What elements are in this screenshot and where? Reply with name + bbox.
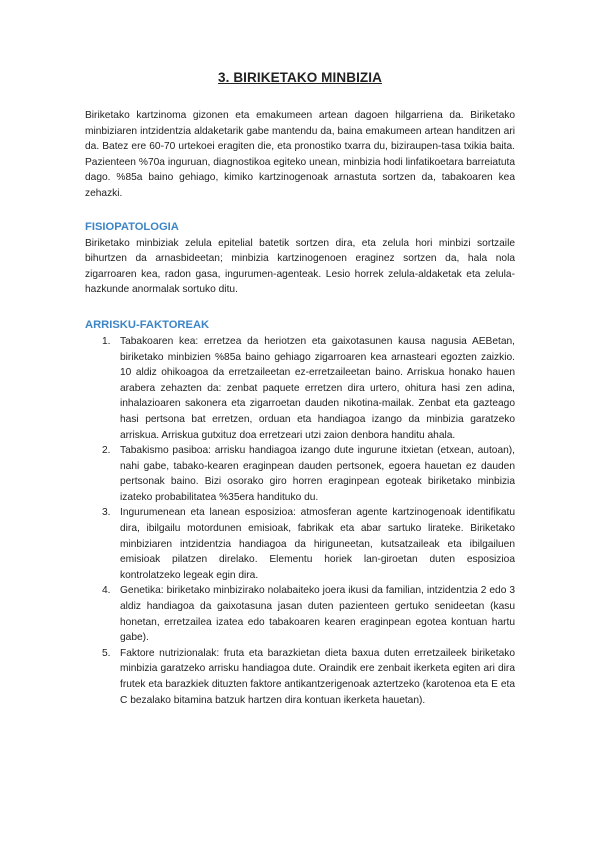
intro-paragraph: Biriketako kartzinoma gizonen eta emakumeen artean dagoen hilgarriena da. Biriketako minbiziaren intzidentzia aldaketarik gabe mantendu da, baina emakumeen artean handitzen ari da. Batez ere 60-70 urtekoei eragiten die, eta pronostiko txarra du, biziraupen-tasa txikia baita. Pazienteen %70a inguruan, diagnostikoa egiteko unean, minbizia hodi linfatikoetara barreiatuta dago. %85a baino gehiago, kimiko kartzinogenoak arnastuta sortzen da, tabakoaren kea zehazki. (85, 110, 515, 199)
list-item-number: 3. (102, 507, 111, 519)
list-item-number: 4. (102, 585, 111, 597)
list-item (85, 646, 515, 708)
list-item-number: 5. (102, 647, 111, 659)
fisiopatologia-paragraph: Biriketako minbiziak zelula epitelial batetik sortzen dira, eta zelula hori minbizi sortzaile bihurtzen da arnasbideetan; minbizia kartzinogenoen eraginez sortzen da, hala nola zigarroaren kea, radon gasa, ingurumen-agenteak. Lesio horrek zelula-aldaketak eta zelula-hazkunde anormalak sortuko ditu. (85, 237, 515, 296)
list-item-number: 1. (102, 335, 111, 347)
section-heading-fisiopatologia: FISIOPATOLOGIA (85, 220, 179, 233)
list-item-text: Tabakoaren kea: erretzea da heriotzen eta gaixotasunen kausa nagusia AEBetan, biriketako minbizien %85a baino gehiago zigarroaren kea arnasteari egozten zaizkio. 10 aldiz ohikoagoa da erretzaileetan ez-erretzaileetan baino. Arriskua honako hauen arabera zehazten da: zenbat paquete erretzen dira urtero, ohitura hasi zen adina, inhalazioaren sakonera eta zigarroetan dauden nikotina-mailak. Zenbat eta gazteago hasi pertsona bat erretzen, orduan eta handiagoa izango da minbizia garatzeko arriskua. Arriskua gutxituz doa erretzeari utzi zaion denbora handitu ahala. (120, 335, 515, 441)
list-item-text: Ingurumenean eta lanean esposizioa: atmosferan agente kartzinogenoak identifikatu dira, ibilgailu motordunen emisioak, fabrikak eta abar sartuko lirateke. Biriketako minbiziaren intzidentzia handiagoa da hiriguneetan, kutsatzaileak eta ibilgailuen emisioak pilatzen direlako. Elementu horiek lan-giroetan duten esposizioa kontrolatzeko legeak egin dira. (120, 507, 515, 581)
list-item (85, 583, 515, 645)
document-page (85, 70, 515, 708)
document-title: 3. BIRIKETAKO MINBIZIA (218, 70, 382, 85)
list-item-text: Tabakismo pasiboa: arrisku handiagoa izango dute ingurune itxietan (etxean, autoan), nahi gabe, tabako-kearen eraginpean dauden pertsonek, egoera hauetan ez dauden pertsonak baino. Bizi osorako giro horren eraginpean egoteak biriketako minbizia izateko probabilitatea %35era handituko du. (120, 445, 515, 503)
list-item-text: Faktore nutrizionalak: fruta eta barazkietan dieta baxua duten erretzaileek biriketako minbizia garatzeko arrisku handiagoa dute. Oraindik ere zenbait ikerketa egiten ari dira frutek eta barazkiek dituzten faktore antikantzerigenoak aztertzeko (karotenoa eta E eta C bezalako bitamina batzuk hartzen dira kontuan ikerketa hauetan). (120, 647, 515, 706)
list-item-text: Genetika: biriketako minbizirako nolabaiteko joera ikusi da familian, intzidentzia 2 edo 3 aldiz handiagoa da gaixotasuna jasan duten pazienteen gertuko senideetan (kasu honetan, erretzailea izatea edo tabakoaren kearen eraginpean egotea kontuan hartu gabe). (120, 585, 515, 644)
list-item (85, 443, 515, 505)
risk-factor-list (85, 334, 515, 708)
list-item (85, 505, 515, 583)
list-item (85, 334, 515, 443)
list-item-number: 2. (102, 445, 111, 457)
section-heading-arrisku-faktoreak: ARRISKU-FAKTOREAK (85, 318, 210, 331)
